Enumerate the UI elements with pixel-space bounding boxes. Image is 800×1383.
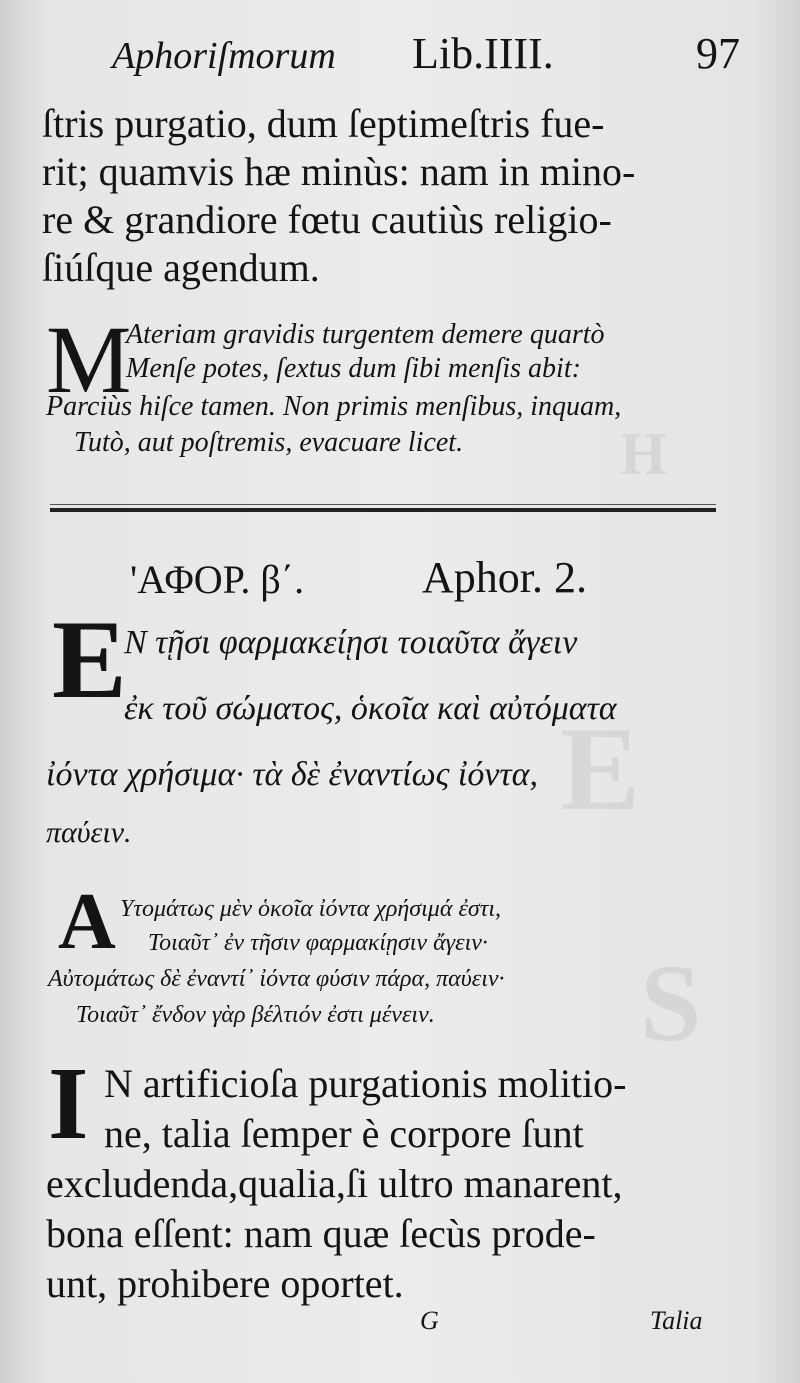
intro-paragraph [42, 100, 635, 292]
aphorism-heading-latin: Aphor. 2. [422, 553, 587, 602]
verse-line: Menſe potes, ſextus dum ſibi menſis abit: [126, 353, 581, 384]
text-line: ſiúſque agendum. [42, 245, 320, 290]
greek-line: ἐκ τοῦ σώματος, ὁκοῖα καὶ αὐτόματα [124, 690, 617, 727]
greek-verse-line: Τοιαῦτ᾽ ἔνδον γὰρ βέλτιόν ἐστι μένειν. [76, 1002, 435, 1028]
greek-verse-line: Υτομάτως μὲν ὁκοῖα ἰόντα χρήσιμά ἐστι, [120, 896, 501, 922]
greek-line: παύειν. [46, 816, 132, 849]
aphorism-heading-greek: 'ΑΦΟΡ. β΄. [130, 557, 305, 602]
verse-line: Tutò, aut poſtremis, evacuare licet. [74, 427, 464, 458]
commentary-line: unt, prohibere oportet. [46, 1261, 404, 1306]
greek-verse-line: Τοιαῦτ᾽ ἐν τῆσιν φαρμακίῃσιν ἄγειν· [148, 930, 488, 956]
divider-thin [50, 504, 716, 505]
catchword: Talia [650, 1306, 703, 1335]
commentary-line: bona eſſent: nam quæ ſecùs prode- [46, 1211, 596, 1256]
commentary-line: excludenda,qualia,ſi ultro manarent, [46, 1161, 623, 1206]
verse-drop-cap: M [46, 306, 132, 413]
running-head-book: Lib.IIII. [412, 29, 554, 78]
commentary-line: ne, talia ſemper è corpore ſunt [104, 1111, 584, 1156]
divider-rule [50, 508, 716, 512]
running-head [112, 28, 740, 88]
greek-drop-cap: E [52, 598, 127, 722]
running-head-title: Aphoriſmorum [112, 35, 336, 77]
text-line: rit; quamvis hæ minùs: nam in mino- [42, 149, 636, 194]
commentary-line: N artificioſa purgationis molitio- [104, 1061, 627, 1106]
page-number: 97 [696, 29, 740, 78]
verse-line: Ateriam gravidis turgentem demere quartò [126, 319, 605, 350]
greek-line: Ν τῇσι φαρμακείῃσι τοιαῦτα ἄγειν [124, 624, 578, 661]
greek-line: ἰόντα χρήσιμα· τὰ δὲ ἐναντίως ἰόντα, [46, 756, 538, 793]
verse-line: Parciùs hiſce tamen. Non primis menſibus, inquam, [46, 391, 622, 422]
show-through-mark: E [560, 702, 641, 835]
greek-verse-drop-cap: A [58, 878, 116, 966]
commentary-drop-cap: I [48, 1046, 89, 1161]
greek-verse-line: Αὐτομάτως δὲ ἐναντί᾽ ἰόντα φύσιν πάρα, παύειν· [48, 966, 505, 992]
show-through-mark: S [640, 942, 702, 1064]
text-line: ſtris purgatio, dum ſeptimeſtris fue- [42, 101, 605, 146]
text-line: re & grandiore fœtu cautiùs religio- [42, 197, 612, 242]
signature-mark: G [420, 1306, 439, 1335]
show-through-mark: H [620, 421, 667, 487]
